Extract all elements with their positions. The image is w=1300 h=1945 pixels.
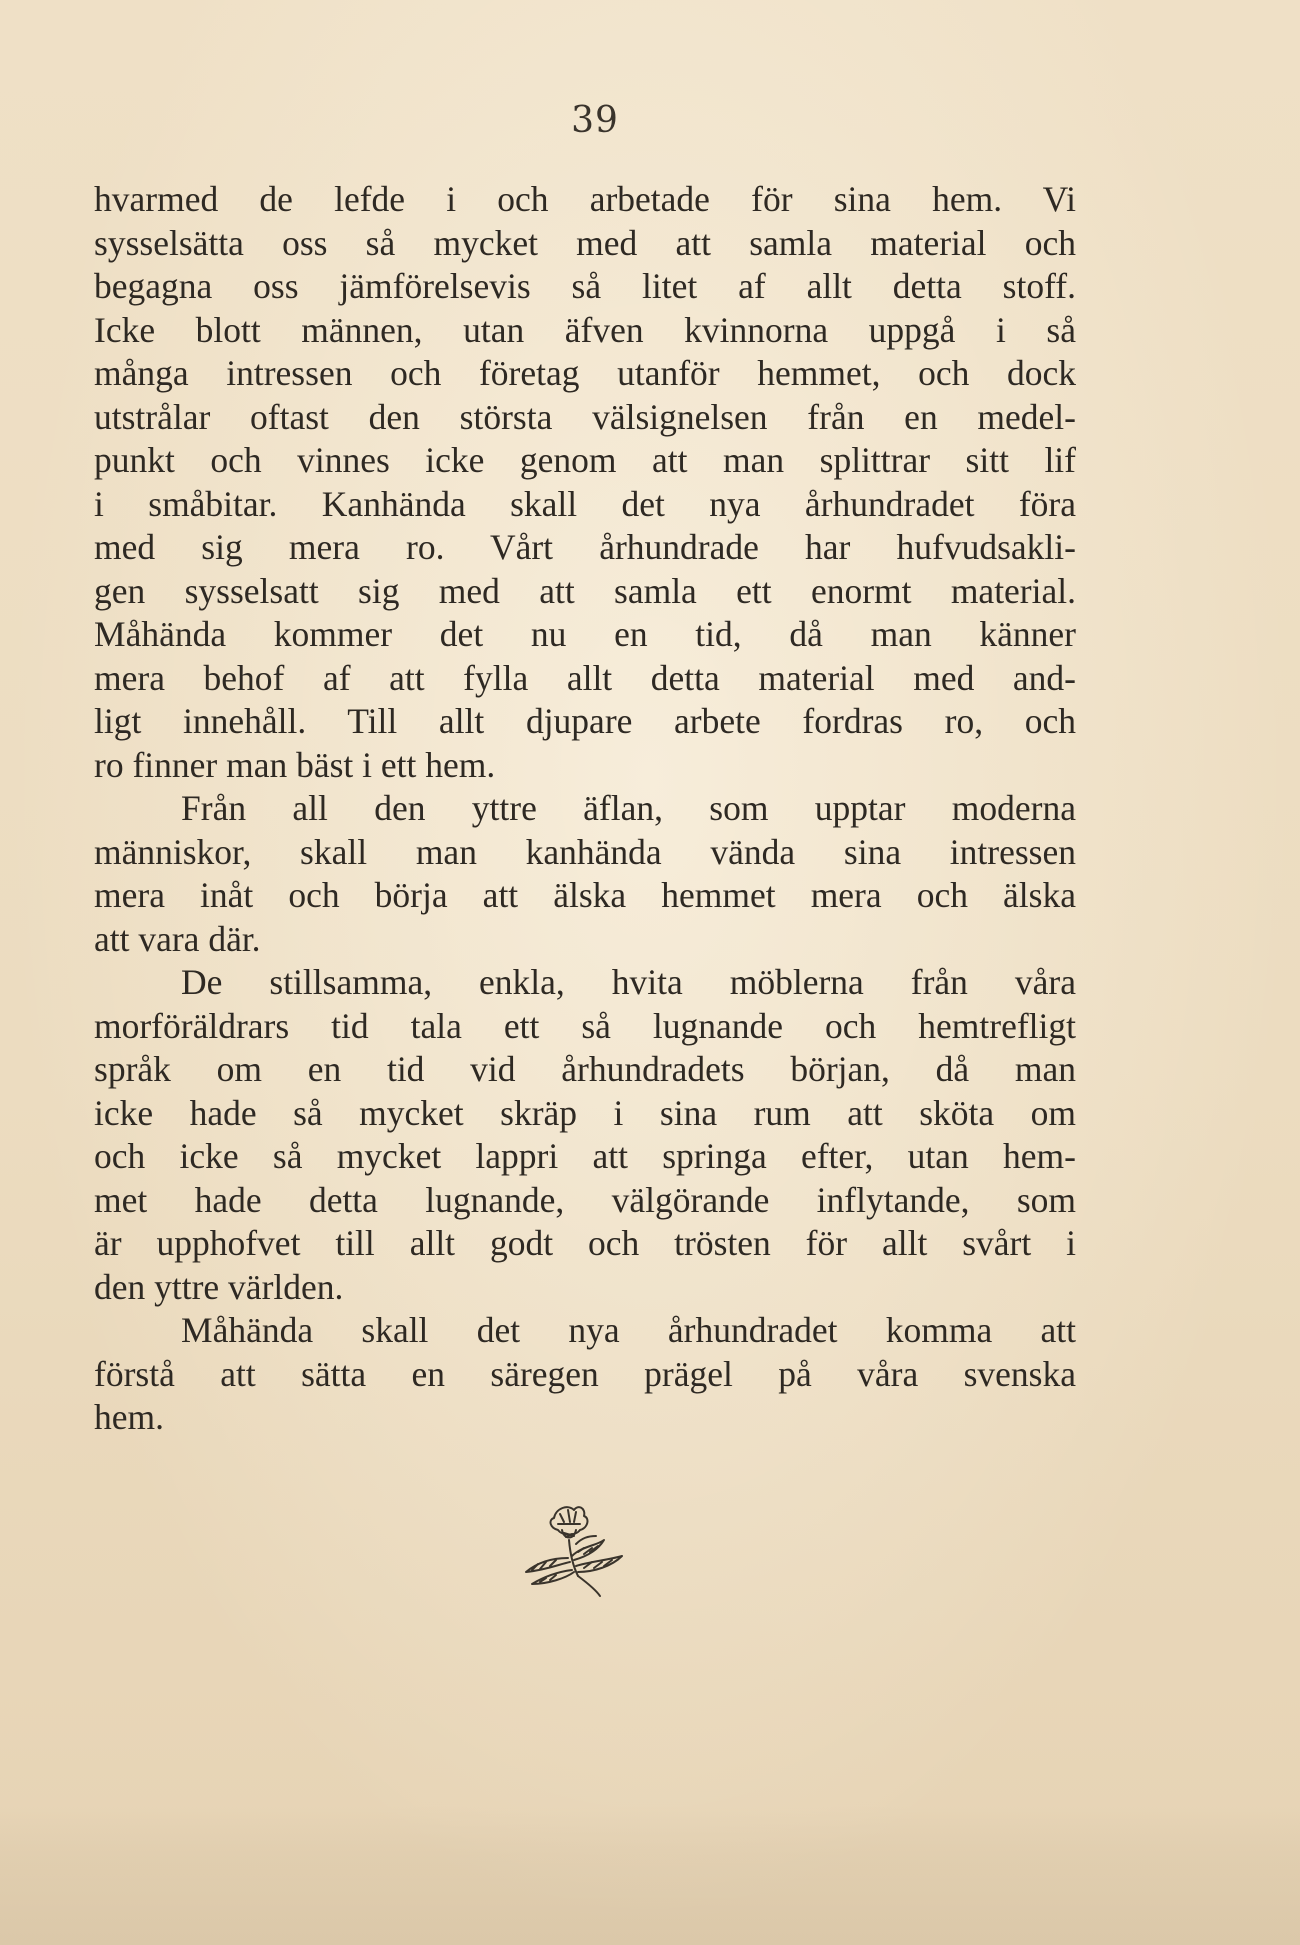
body-text xyxy=(94,178,1076,1440)
text-line: De stillsamma, enkla, hvita möblerna från våra xyxy=(181,962,1076,1002)
text-line: den yttre världen. xyxy=(94,1266,344,1307)
text-line: gen sysselsatt sig med att samla ett enormt material. xyxy=(94,570,1076,611)
text-line: sysselsätta oss så mycket med att samla material och xyxy=(94,222,1076,263)
text-line: många intressen och företag utanför hemmet, och dock xyxy=(94,353,1076,393)
page-number: 39 xyxy=(571,100,619,141)
thistle-ornament-icon xyxy=(512,1500,662,1600)
text-line: ligt innehåll. Till allt djupare arbete fordras ro, och xyxy=(94,701,1076,741)
text-line: met hade detta lugnande, välgörande inflytande, som xyxy=(94,1179,1076,1220)
text-line: med sig mera ro. Vårt århundrade har hufvudsakli- xyxy=(94,527,1076,567)
text-line: Måhända skall det nya århundradet komma att xyxy=(181,1310,1076,1350)
text-line: punkt och vinnes icke genom att man splittrar sitt lif xyxy=(94,440,1076,480)
text-line: icke hade så mycket skräp i sina rum att sköta om xyxy=(94,1092,1076,1133)
text-line: Måhända kommer det nu en tid, då man känner xyxy=(94,614,1076,654)
text-line: mera behof af att fylla allt detta material med and- xyxy=(94,657,1076,698)
text-line: språk om en tid vid århundradets början, då man xyxy=(94,1049,1076,1089)
text-line: mera inåt och börja att älska hemmet mera och älska xyxy=(94,875,1076,915)
text-line: människor, skall man kanhända vända sina intressen xyxy=(94,831,1076,872)
text-line: morföräldrars tid tala ett så lugnande och hemtrefligt xyxy=(94,1005,1076,1046)
text-line: utstrålar oftast den största välsignelsen från en medel- xyxy=(94,396,1076,437)
text-line: hem. xyxy=(94,1397,164,1437)
text-line: att vara där. xyxy=(94,918,261,959)
text-line: begagna oss jämförelsevis så litet af allt detta stoff. xyxy=(94,266,1076,306)
text-line: förstå att sätta en säregen prägel på våra svenska xyxy=(94,1353,1076,1394)
text-line: ro finner man bäst i ett hem. xyxy=(94,744,496,785)
text-line: och icke så mycket lappri att springa efter, utan hem- xyxy=(94,1136,1076,1176)
text-line: Från all den yttre äflan, som upptar moderna xyxy=(181,788,1076,828)
text-line: hvarmed de lefde i och arbetade för sina hem. Vi xyxy=(94,179,1076,219)
text-line: i småbitar. Kanhända skall det nya århundradet föra xyxy=(94,483,1076,524)
page-fold-shadow xyxy=(0,1805,1300,1945)
text-line: är upphofvet till allt godt och trösten för allt svårt i xyxy=(94,1223,1076,1263)
text-line: Icke blott männen, utan äfven kvinnorna uppgå i så xyxy=(94,309,1076,350)
